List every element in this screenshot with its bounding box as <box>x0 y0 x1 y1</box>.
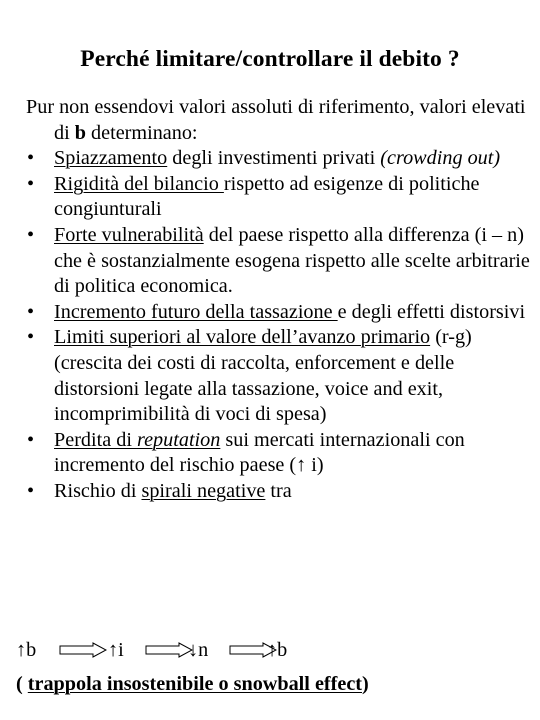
bullet-icon: • <box>27 147 35 170</box>
bullet-text-prefix: Rischio di <box>54 479 142 502</box>
bullet-item-spirali <box>26 479 531 505</box>
chain-interest-up: ↑i <box>108 639 124 661</box>
bullet-item-reputation <box>26 428 531 479</box>
bullet-keyword: Rigidità del bilancio <box>54 172 224 195</box>
bullet-keyword-italic: reputation <box>136 428 221 451</box>
bullet-keyword: Perdita di <box>54 428 137 451</box>
bullet-keyword: Limiti superiori al valore dell’avanzo primario <box>54 326 431 349</box>
intro-bold-variable: b <box>74 121 86 144</box>
bullet-text: rispetto ad esigenze di politiche congiunturali <box>54 172 480 221</box>
chain-debt-up-again: ↑b <box>267 639 288 661</box>
bullet-item-crowding-out <box>26 146 531 172</box>
bullet-keyword: spirali negative <box>141 479 266 502</box>
bullet-icon: • <box>27 172 35 195</box>
bullet-item-rigidita <box>26 172 531 223</box>
bullet-item-tassazione <box>26 300 531 326</box>
right-arrow-icon <box>59 642 107 658</box>
footer-close-paren: ) <box>362 673 369 695</box>
bullet-keyword: Spiazzamento <box>54 147 168 170</box>
footer-open-paren: ( <box>16 673 28 695</box>
chain-growth-down: ↓n <box>188 639 209 661</box>
snowball-footer <box>16 671 526 697</box>
bullet-text: e degli effetti distorsivi <box>337 300 526 323</box>
slide-title: Perché limitare/controllare il debito ? <box>80 46 460 72</box>
chain-debt-up: ↑b <box>16 639 37 661</box>
bullet-icon: • <box>27 326 35 349</box>
bullet-text: sui mercati internazionali con incremento del rischio paese (↑ i) <box>54 428 465 477</box>
bullet-text: del paese rispetto alla differenza (i – n) che è sostanzialmente esogena rispetto alle scelte arbitrarie di politica economica. <box>54 223 530 298</box>
bullet-icon: • <box>27 479 35 502</box>
bullet-keyword: Incremento futuro della tassazione <box>54 300 338 323</box>
right-arrow-icon <box>145 642 193 658</box>
bullet-icon: • <box>27 223 35 246</box>
footer-keyword: trappola insostenibile o snowball effect <box>27 673 362 695</box>
bullet-item-avanzo-primario <box>26 325 531 427</box>
bullet-italic-note: (crowding out) <box>380 147 501 170</box>
bullet-keyword: Forte vulnerabilità <box>54 223 204 246</box>
slide-body <box>26 95 531 505</box>
intro-paragraph <box>26 95 531 146</box>
bullet-icon: • <box>27 300 35 323</box>
intro-text-after: determinano: <box>85 121 198 144</box>
bullet-item-vulnerabilita <box>26 223 531 300</box>
intro-text-before: Pur non essendovi valori assoluti di riferimento, valori elevati di <box>26 96 526 144</box>
bullet-text: tra <box>265 479 292 502</box>
bullet-text: (r-g) (crescita dei costi di raccolta, enforcement e delle distorsioni legate alla tassazione, voice and exit, incomprimibilità di voci di spesa) <box>54 326 472 426</box>
bullet-icon: • <box>27 428 35 451</box>
bullet-text: degli investimenti privati <box>167 147 381 170</box>
